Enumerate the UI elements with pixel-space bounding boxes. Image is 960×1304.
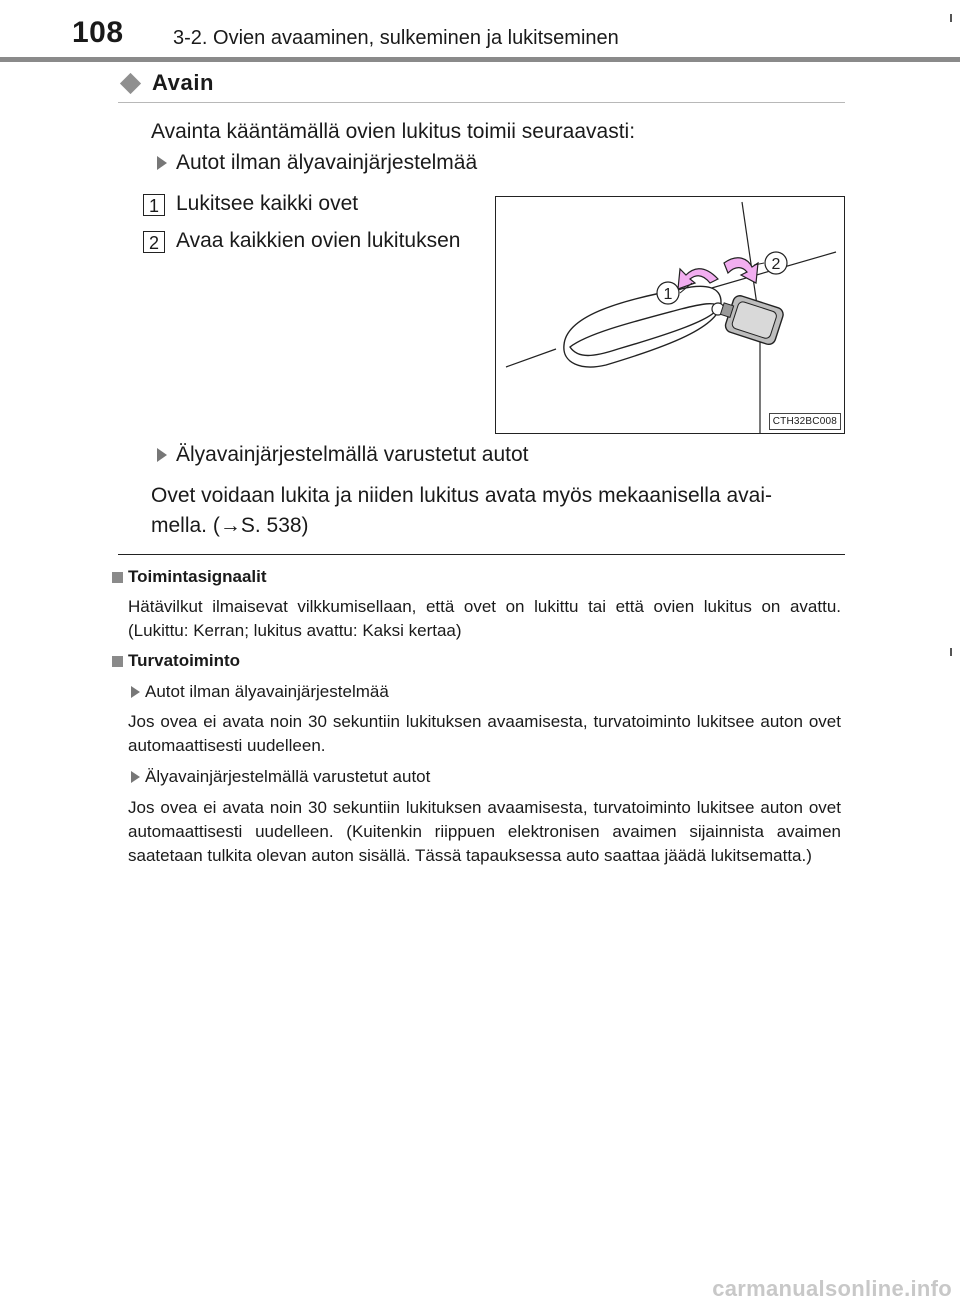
door-handle-drawing (496, 197, 844, 433)
triangle-bullet-icon (157, 448, 167, 462)
section-separator (118, 554, 845, 555)
watermark: carmanualsonline.info (712, 1276, 952, 1301)
triangle-bullet-icon (157, 156, 167, 170)
square-bullet-icon (112, 572, 123, 583)
square-bullet-icon (112, 656, 123, 667)
header-rule (0, 57, 960, 62)
mechanical-key-para-line2: mella. (→S. 538) (151, 514, 309, 537)
section-title: 3-2. Ovien avaaminen, sulkeminen ja lukitseminen (173, 27, 619, 49)
crop-mark (950, 14, 952, 22)
heading-rule (118, 102, 845, 103)
key-icon (716, 291, 785, 346)
diamond-bullet-icon (120, 73, 141, 94)
sub-heading-smart-key: Älyavainjärjestelmällä varustetut autot (176, 443, 529, 466)
door-handle-key-illustration (495, 196, 845, 434)
item-lock-all: Lukitsee kaikki ovet (176, 192, 359, 215)
triangle-bullet-icon (131, 771, 140, 783)
security-text-no-smart-key: Jos ovea ei avata noin 30 sekuntiin lukituksen avaamisesta, turvatoiminto lukitsee auton ovet automaattisesti uudelleen. (128, 712, 841, 755)
intro-text: Avainta kääntämällä ovien lukitus toimii seuraavasti: (151, 120, 636, 143)
page-number: 108 (72, 16, 124, 49)
signals-text: Hätävilkut ilmaisevat vilkkumisellaan, että ovet on lukittu tai että ovien lukitus on avattu. (Lukittu: Kerran; lukitus avattu: Kaksi kertaa) (128, 597, 841, 640)
callout-1-label: 1 (663, 286, 673, 303)
number-badge-1: 1 (143, 194, 165, 216)
sub-heading-no-smart-key: Autot ilman älyavainjärjestelmää (176, 151, 478, 174)
callout-2-label: 2 (771, 256, 781, 273)
security-title: Turvatoiminto (128, 651, 241, 670)
section-heading: Avain (152, 70, 215, 95)
mechanical-key-para-line1: Ovet voidaan lukita ja niiden lukitus avata myös mekaanisella avai- (151, 484, 772, 507)
crop-mark (950, 648, 952, 656)
signals-title: Toimintasignaalit (128, 567, 267, 586)
triangle-bullet-icon (131, 686, 140, 698)
number-badge-2: 2 (143, 231, 165, 253)
security-sub-smart-key: Älyavainjärjestelmällä varustetut autot (145, 767, 431, 786)
security-sub-no-smart-key: Autot ilman älyavainjärjestelmää (145, 682, 389, 701)
figure-code: CTH32BC008 (769, 413, 841, 430)
item-unlock-all: Avaa kaikkien ovien lukituksen (176, 229, 461, 252)
security-text-smart-key: Jos ovea ei avata noin 30 sekuntiin lukituksen avaamisesta, turvatoiminto lukitsee auton ovet automaattisesti uudelleen. (Kuitenkin riippuen elektronisen avaimen sijainnista avaimen saatetaan tulkita olevan auton sisällä. Tässä tapauksessa auto saattaa jäädä lukitsematta.) (128, 798, 841, 865)
